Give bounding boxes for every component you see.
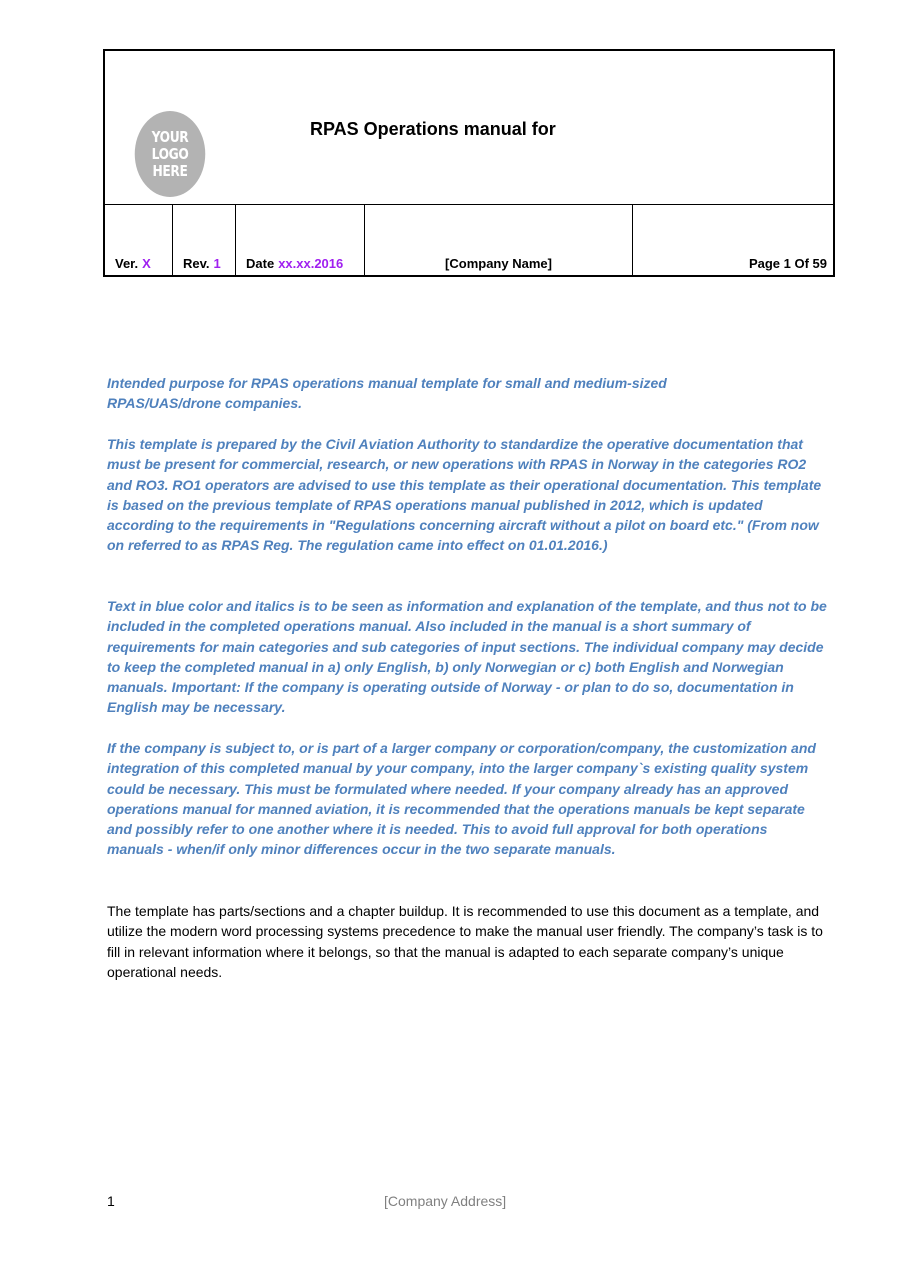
revision-value: 1 — [213, 256, 221, 271]
version-label: Ver. — [115, 256, 139, 271]
paragraph-template-intro: This template is prepared by the Civil Aviation Authority to standardize the operative documentation that must be present for commercial, research, or new operations with RPAS in Norway in the categories RO2 and RO3. RO1 operators are advised to use this template as their operational documentation. This template is based on the previous template of RPAS operations manual published in 2012, which is updated according to the requirements in "Regulations concerning aircraft without a pilot on board etc." (From now on referred to as RPAS Reg. The regulation came into effect on 01.01.2016.) — [107, 436, 822, 554]
page-title: RPAS Operations manual for — [310, 119, 556, 139]
company-name: [Company Name] — [445, 256, 552, 271]
date-label: Date — [246, 256, 275, 271]
version-cell — [105, 204, 173, 275]
footer-company-address: [Company Address] — [384, 1193, 507, 1209]
paragraph-blue-text-info: Text in blue color and italics is to be seen as information and explanation of the template, and thus not to be included in the completed operations manual. Also included in the manual is a short summary of requirements for main categories and sub categories of input sections. The individual company may decide to keep the completed manual in a) only English, b) only Norwegian or c) both English and Norwegian manuals. Important: If the company is operating outside of Norway - or plan to do so, documentation in English may be necessary. — [107, 598, 827, 716]
paragraph-template-structure: The template has parts/sections and a chapter buildup. It is recommended to use this document as a template, and utilize the modern word processing systems precedence to make the manual user friendly. The company’s task is to fill in relevant information where it belongs, so that the manual is adapted to each separate company’s unique operational needs. — [107, 903, 823, 980]
company-name-cell — [365, 204, 633, 275]
date-cell — [236, 204, 365, 275]
header-title-area — [105, 51, 833, 205]
footer-page-number: 1 — [107, 1193, 115, 1209]
document-header — [103, 49, 835, 277]
paragraph-purpose: Intended purpose for RPAS operations manual template for small and medium-sized RPAS/UAS/drone companies. — [107, 375, 667, 412]
version-value: X — [142, 256, 151, 271]
date-value: xx.xx.2016 — [278, 256, 344, 271]
paragraph-larger-company: If the company is subject to, or is part of a larger company or corporation/company, the customization and integration of this completed manual by your company, into the larger company`s existing quality system could be necessary. This must be formulated where needed. If your company already has an approved operations manual for manned aviation, it is recommended that the operations manuals be kept separate and possibly refer to one another where it is needed. This to avoid full approval for both operations manuals - when/if only minor differences occur in the two separate manuals. — [107, 740, 816, 858]
revision-label: Rev. — [183, 256, 210, 271]
logo-placeholder — [135, 111, 206, 197]
logo-text: YOUR LOGO HERE — [151, 127, 189, 180]
header-info-row — [105, 204, 833, 275]
revision-cell — [173, 204, 236, 275]
page-count: Page 1 Of 59 — [748, 256, 827, 271]
page-count-cell — [633, 204, 833, 275]
